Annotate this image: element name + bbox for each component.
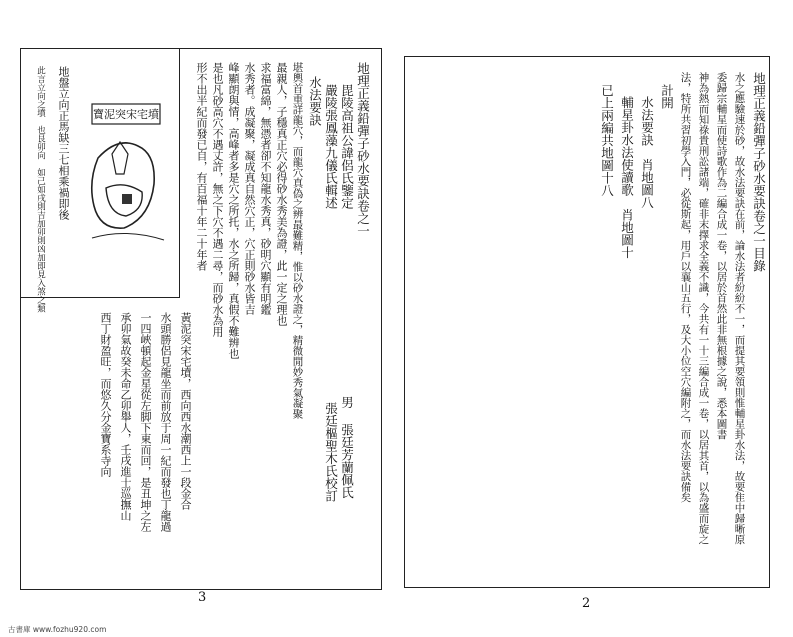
signature-col-1: 男 張廷芳蘭佩氏 — [339, 396, 355, 499]
footer-watermark: 古書庫 www.fozhu920.com — [8, 625, 107, 634]
left-col-11: 形不出半紀而發已自，有百福十年二十年者 — [195, 62, 208, 271]
left-col-15: 承卯氣故癸未命乙卯舉人，壬戌進士巡撫山 — [119, 312, 132, 521]
right-col-6: 計開 — [659, 84, 675, 109]
left-col-1: 地理正義鉛彈子砂水要訣卷之一 — [355, 62, 371, 237]
left-col-6: 最親人，子穩真正穴必得砂水秀美為證，此一定之理也 — [275, 62, 288, 326]
panel-column-2: 此言立向之墳 也艮卯向 如己如戌則吉加卯則凶加即見入煞之類 — [35, 66, 46, 313]
right-col-2: 水之應驗速於砂，故水法要訣在前，論水法者紛紛不一，而提其要領則惟輔星卦水法，故要隹中歸晰原 — [733, 72, 746, 545]
signature-col-2: 張廷樞聖木氏校訂 — [323, 402, 339, 502]
right-col-8: 輔星卦水法使讀歌 肖地圖十 — [619, 96, 635, 259]
left-col-7: 求福富綿，無憑者卻不知龍水秀真，砂明穴顯有明鑑 — [259, 62, 272, 315]
left-col-4: 水法要訣 — [307, 76, 323, 126]
left-col-3: 嚴陵張鳳藻九儀氏輯述 — [323, 84, 339, 209]
left-page-number: 3 — [198, 590, 207, 605]
left-col-14: 一四峽頓起金星從左脚下東而回，是丑坤之左 — [139, 312, 152, 532]
left-col-2: 毘陵高祖公諱侶氏鑒定 — [339, 84, 355, 209]
left-col-5: 堪輿首重詳龍穴，而龍穴真偽之辨最難精，惟以砂水證之，精微閒妙秀氣凝聚 — [291, 62, 304, 419]
left-col-16: 西丁財盈旺，而悠久分金寶系寺向 — [99, 312, 112, 477]
right-col-5: 法，特所共習初學入門，必從斯起，用戶以襄山五行，及大小位空穴編附之，而水法要訣備矣 — [679, 72, 692, 503]
left-col-13: 水頭勝侶見龍坐而前放于周一紀而發也丁龍過 — [159, 312, 172, 532]
left-col-8: 水秀者。成凝聚，凝成真自然穴正，穴正則砂水皆吉 — [243, 62, 256, 315]
right-col-3: 委歸宗輔星而使詩歌作為二編合成一卷，以居於首然此非無根據之說，悉本圖書 — [715, 72, 728, 440]
right-col-1: 地理正義鉛彈子砂水要訣卷之一目錄 — [751, 72, 767, 272]
seal-title: 寶泥突宋宅墳 — [93, 108, 159, 121]
panel-column-1: 地盤立向正馬缺三七相乘禍即後 — [57, 66, 70, 220]
left-col-10: 是也凡砂高穴不遇丈許，無之下穴不遇二尋，而砂水為用 — [211, 62, 224, 337]
left-col-9: 峰顯朗與情，高峰者多是穴之所托，水之所歸，真假不難辨也 — [227, 62, 240, 359]
right-col-9: 已上兩編共地圖十八 — [599, 84, 615, 197]
left-col-12: 黃泥突宋宅墳，西向西水潮西上一段金合 — [179, 312, 192, 510]
tomb-illustration — [78, 98, 174, 258]
right-col-4: 神為熱而知祿貴刑訟諸端，確非末擇求全義不識，今共有一十三編合成一卷，以居其首，以為盛而旋之 — [697, 72, 710, 545]
right-col-7: 水法要訣 肖地圖八 — [639, 96, 655, 209]
right-page-number: 2 — [582, 596, 591, 611]
